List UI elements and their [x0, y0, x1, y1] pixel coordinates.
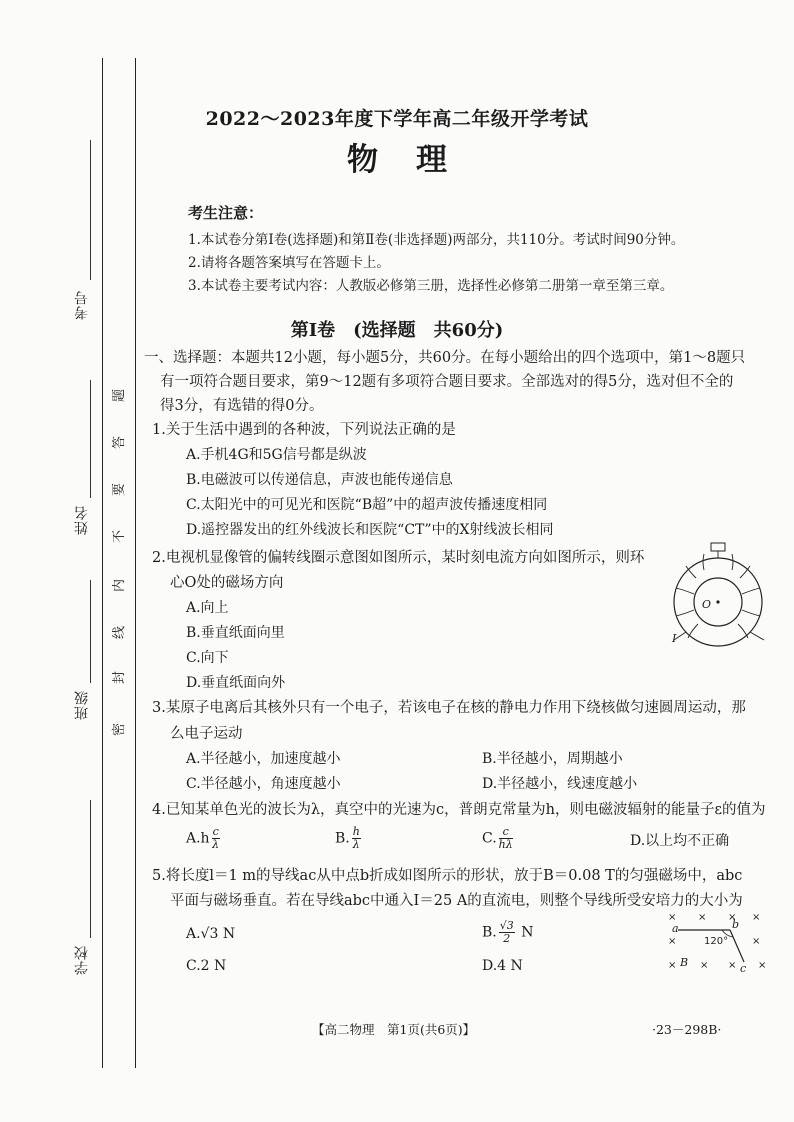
label-field-b: B [680, 956, 689, 969]
q5-option-b-unit: N [516, 924, 534, 941]
q1-option-a[interactable]: A.手机4G和5G信号都是纵波 [186, 447, 367, 463]
q5-stem-line2: 平面与磁场垂直。若在导线abc中通入I＝25 A的直流电，则整个导线所受安培力的大小为 [170, 893, 743, 909]
q5-b-denominator: 2 [503, 932, 511, 945]
q4-option-c-fraction [499, 826, 513, 851]
q2-option-d[interactable]: D.垂直纸面向外 [186, 675, 286, 691]
svg-text:×: × [752, 936, 761, 947]
label-b: b [732, 918, 740, 931]
seal-char-5: 内 [112, 578, 128, 593]
q5-option-a[interactable]: A.√3 N [186, 926, 236, 942]
q4-b-denominator: λ [352, 838, 360, 851]
q4-option-a-prefix: A.h [186, 830, 210, 847]
coil-top-terminal [711, 543, 725, 551]
deflection-coil-figure [664, 540, 774, 652]
instruction-line-2: 有一项符合题目要求，第9～12题有多项符合题目要求。全部选对的得5分，选对但不全的 [160, 374, 734, 390]
class-label: 班级 [74, 690, 90, 720]
svg-text:×: × [758, 960, 767, 971]
q4-c-numerator: c [499, 826, 513, 839]
q4-stem: 4.已知某单色光的波长为λ，真空中的光速为c，普朗克常量为h，则电磁波辐射的能量子ε的值为 [152, 802, 766, 818]
seal-char-3: 要 [112, 482, 128, 497]
seal-char-4: 不 [112, 529, 128, 544]
seal-char-7: 封 [112, 670, 128, 685]
binding-line-inner [135, 58, 136, 1068]
svg-text:×: × [668, 960, 677, 971]
center-dot [716, 600, 719, 603]
q4-c-denominator: hλ [498, 838, 513, 851]
current-label-i: I [672, 632, 677, 645]
notice-item-3: 3.本试卷主要考试内容：人教版必修第三册，选择性必修第二册第一章至第三章。 [188, 278, 674, 294]
notice-item-2: 2.请将各题答案填写在答题卡上。 [188, 255, 390, 271]
svg-text:×: × [698, 912, 707, 923]
q4-option-b[interactable] [335, 826, 363, 851]
q4-option-c[interactable] [482, 826, 515, 851]
label-a: a [672, 922, 679, 935]
seal-char-6: 线 [112, 625, 128, 640]
notice-item-1: 1.本试卷分第Ⅰ卷(选择题)和第Ⅱ卷(非选择题)两部分，共110分。考试时间90分钟。 [188, 232, 685, 248]
q2-option-c[interactable]: C.向下 [186, 650, 229, 666]
q3-option-b[interactable]: B.半径越小，周期越小 [482, 751, 623, 767]
exam-title: 2022～2023年度下学年高二年级开学考试 [205, 108, 589, 130]
svg-text:×: × [752, 912, 761, 923]
q4-option-a[interactable] [186, 826, 222, 851]
q3-option-d[interactable]: D.半径越小，线速度越小 [482, 776, 638, 792]
q5-option-b-prefix: B. [482, 924, 497, 941]
svg-text:×: × [668, 912, 677, 923]
q4-a-denominator: λ [212, 838, 220, 851]
q3-option-a[interactable]: A.半径越小，加速度越小 [186, 751, 341, 767]
q4-b-numerator: h [352, 825, 360, 838]
binding-line-outer [102, 58, 103, 1068]
school-blank[interactable] [90, 800, 91, 938]
q5-option-d[interactable]: D.4 N [482, 958, 523, 974]
exam-number-label: 考号 [74, 290, 90, 320]
instruction-line-1: 一、选择题：本题共12小题，每小题5分，共60分。在每小题给出的四个选项中，第1～8题只 [144, 350, 746, 366]
q3-stem-line2: 么电子运动 [170, 726, 243, 742]
q1-option-b[interactable]: B.电磁波可以传递信息，声波也能传递信息 [186, 472, 453, 488]
q1-option-c[interactable]: C.太阳光中的可见光和医院“B超”中的超声波传播速度相同 [186, 497, 548, 513]
q4-option-b-prefix: B. [335, 830, 350, 847]
coil-windings [674, 551, 764, 640]
q2-option-b[interactable]: B.垂直纸面向里 [186, 625, 285, 641]
wire-bc [730, 930, 744, 962]
q3-stem-line1: 3.某原子电离后其核外只有一个电子，若该电子在核的静电力作用下绕核做匀速圆周运动，那 [152, 700, 746, 716]
notice-heading: 考生注意： [188, 204, 264, 222]
name-label: 姓名 [74, 505, 90, 535]
q5-option-c[interactable]: C.2 N [186, 958, 227, 974]
label-c: c [740, 962, 747, 974]
q4-a-numerator: c [212, 825, 219, 838]
footer-page-info: 【高二物理 第1页(共6页)】 [312, 1022, 476, 1037]
q4-option-d[interactable]: D.以上均不正确 [630, 833, 730, 849]
angle-label: 120° [704, 936, 729, 947]
footer-code: ·23－298B· [652, 1022, 722, 1037]
svg-text:×: × [728, 912, 737, 923]
q4-option-a-fraction [212, 826, 220, 851]
class-blank[interactable] [90, 580, 91, 683]
instruction-line-3: 得3分，有选错的得0分。 [160, 398, 324, 414]
svg-text:×: × [700, 960, 709, 971]
q3-option-c[interactable]: C.半径越小，角速度越小 [186, 776, 341, 792]
q2-stem-line1: 2.电视机显像管的偏转线圈示意图如图所示，某时刻电流方向如图所示，则环 [152, 550, 645, 566]
q1-option-d[interactable]: D.遥控器发出的红外线波长和医院“CT”中的X射线波长相同 [186, 522, 554, 538]
svg-text:×: × [728, 960, 737, 971]
q5-stem-line1: 5.将长度l＝1 m的导线ac从中点b折成如图所示的形状，放于B＝0.08 T的匀强磁场中，abc [152, 868, 743, 884]
q2-option-a[interactable]: A.向上 [186, 600, 229, 616]
section-title: 第Ⅰ卷 (选择题 共60分) [290, 320, 504, 341]
svg-text:×: × [668, 936, 677, 947]
school-label: 学校 [74, 945, 90, 975]
magnetic-field-figure [664, 906, 774, 974]
q5-option-b-fraction [499, 920, 515, 945]
center-label-o: O [702, 598, 712, 611]
q5-option-b[interactable] [482, 920, 533, 945]
name-blank[interactable] [90, 380, 91, 498]
q2-stem-line2: 心O处的磁场方向 [170, 575, 284, 591]
section-instructions [144, 346, 772, 418]
q4-option-c-prefix: C. [482, 830, 497, 847]
seal-char-2: 答 [112, 435, 128, 450]
seal-char-1: 题 [112, 388, 128, 403]
q5-b-numerator: √3 [499, 919, 514, 932]
subject-title: 物理 [347, 142, 485, 178]
q4-option-b-fraction [352, 826, 361, 851]
seal-char-8: 密 [112, 722, 128, 737]
q1-stem: 1.关于生活中遇到的各种波，下列说法正确的是 [152, 422, 456, 438]
